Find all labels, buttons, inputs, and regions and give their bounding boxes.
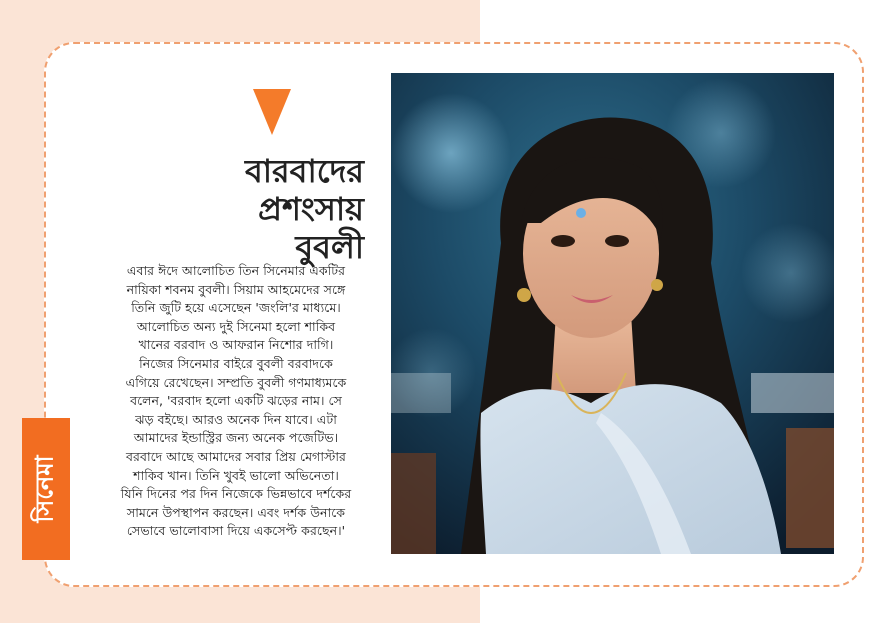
- article-body: [88, 262, 384, 541]
- body-line: সামনে উপস্থাপন করছেন। এবং দর্শক উনাকে: [126, 504, 346, 520]
- body-line: বরবাদে আছে আমাদের সবার প্রিয় মেগাস্টার: [126, 448, 346, 464]
- body-line: নায়িকা শবনম বুবলী। সিয়াম আহমেদের সঙ্গে: [126, 281, 346, 297]
- body-line: শাকিব খান। তিনি খুবই ভালো অভিনেতা।: [133, 467, 339, 483]
- headline-line-2: প্রশংসায়: [258, 190, 364, 228]
- section-label: সিনেমা: [30, 455, 59, 523]
- body-line: বলেন, 'বরবাদ হলো একটি ঝড়ের নাম। সে: [130, 393, 342, 409]
- body-line: খানের বরবাদ ও আফরান নিশোর দাগি।: [138, 337, 334, 353]
- headline-line-1: বারবাদের: [244, 152, 364, 190]
- body-line: আলোচিত অন্য দুই সিনেমা হলো শাকিব: [136, 318, 336, 334]
- woman-portrait-photo: [391, 73, 834, 554]
- down-triangle-icon: [252, 87, 292, 137]
- body-line: এবার ঈদে আলোচিত তিন সিনেমার একটির: [126, 263, 346, 278]
- body-line: ঝড় বইছে। আরও অনেক দিন যাবে। এটা: [135, 411, 337, 427]
- body-line: এগিয়ে রেখেছেন। সম্প্রতি বুবলী গণমাধ্যমকে: [125, 374, 347, 390]
- headline-line-3: বুবলী: [295, 228, 364, 266]
- body-line: যিনি দিনের পর দিন নিজেকে ভিন্নভাবে দর্শকের: [120, 486, 352, 502]
- body-line: সেভাবে ভালোবাসা দিয়ে একসেপ্ট করছেন।': [126, 523, 346, 539]
- body-line: তিনি জুটি হয়ে এসেছেন 'জংলি'র মাধ্যমে।: [131, 300, 341, 316]
- section-tab: [22, 418, 70, 560]
- article-headline: [144, 152, 364, 266]
- body-line: আমাদের ইন্ডাস্ট্রির জন্য অনেক পজেটিভ।: [133, 430, 339, 446]
- body-line: নিজের সিনেমার বাইরে বুবলী বরবাদকে: [139, 355, 333, 371]
